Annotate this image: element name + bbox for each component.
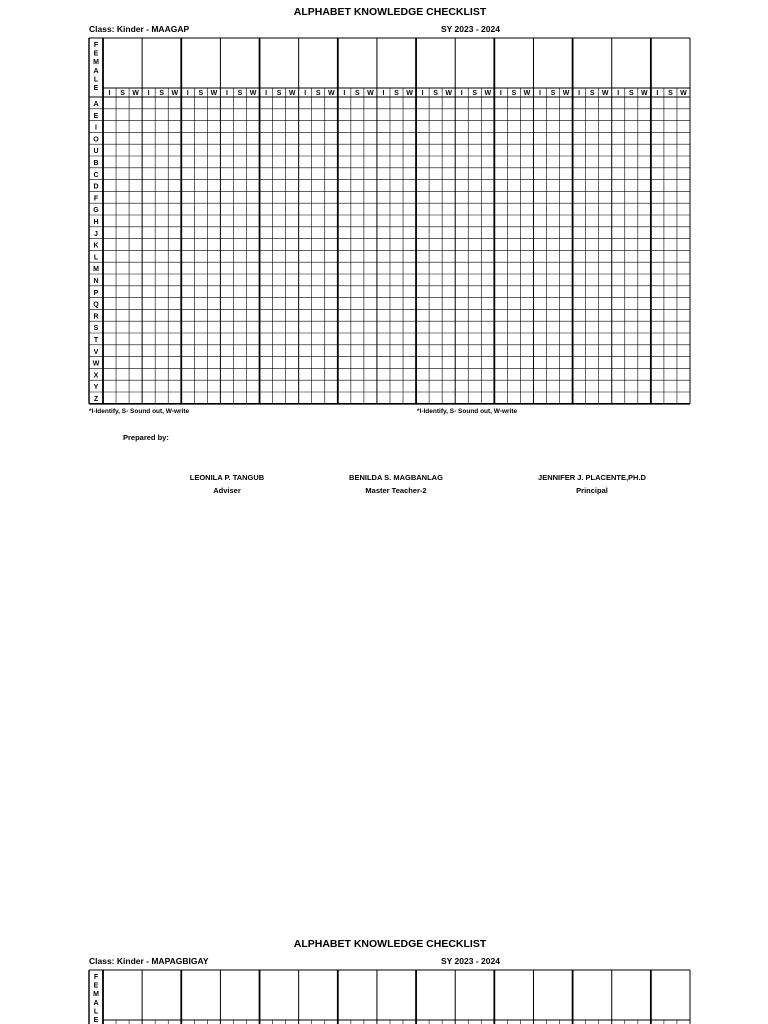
row-letter-label: U [93,148,99,156]
sub-header-label: S [550,90,556,98]
row-letter-label: E [93,112,99,120]
sub-header-label: W [210,90,218,98]
row-letter-label: K [93,242,99,250]
row-letter-label: S [93,325,99,333]
sheet1-legend-right: *I-Identify, S- Sound out, W-write [417,408,518,415]
row-letter-label: B [93,160,99,167]
row-letter-label: F [93,195,99,203]
row-letter-label: O [93,136,99,144]
signatory-principal-name: JENNIFER J. PLACENTE,PH.D [538,473,646,482]
sub-header-label: W [562,90,570,98]
sub-header-label: W [484,90,492,98]
sub-header-label: I [186,90,189,98]
row-letter-label: X [93,372,99,380]
sub-header-label: S [511,90,517,98]
sub-header-label: I [147,90,150,98]
sub-header-label: W [641,90,648,98]
sub-header-label: W [601,90,609,98]
signatory-principal-role: Principal [576,486,608,495]
row-letter-label: T [93,337,99,344]
row-letter-label: N [93,278,99,285]
row-letter-label: G [93,207,99,215]
row-letter-label: Q [93,301,99,309]
sub-header-label: W [445,90,452,98]
sheet1-legend-left: *I-Identify, S- Sound out, W-write [89,408,190,415]
gender-label-letter: A [93,67,99,75]
sub-header-label: I [108,90,111,98]
gender-label-letter: E [93,1017,99,1024]
row-letter-label: A [93,101,99,108]
sub-header-label: W [288,90,296,98]
sub-header-label: W [523,90,531,98]
sub-header-label: I [225,90,228,98]
sub-header-label: I [578,90,581,98]
sub-header-label: S [315,90,321,98]
row-letter-label: R [93,313,99,321]
row-letter-label: I [95,124,97,132]
sheet2-school-year: SY 2023 - 2024 [441,956,500,966]
sheet1-school-year: SY 2023 - 2024 [441,24,500,34]
gender-label-letter: E [93,982,99,990]
sub-header-label: I [265,90,268,98]
sub-header-label: I [343,90,346,98]
sub-header-label: W [327,90,335,98]
sheet1-title: ALPHABET KNOWLEDGE CHECKLIST [293,6,487,18]
row-letter-label: V [93,348,99,356]
prepared-by-label: Prepared by: [123,433,169,442]
signatory-adviser-name: LEONILA P. TANGUB [189,473,265,482]
sub-header-label: W [680,90,687,98]
gender-label-letter: F [93,42,99,49]
gender-label-letter: F [93,974,99,981]
sub-header-label: S [237,90,243,98]
sub-header-label: W [132,90,139,98]
sub-header-label: I [421,90,424,98]
sub-header-label: I [382,90,385,98]
signatory-master-teacher-role: Master Teacher-2 [365,486,427,495]
signatory-master-teacher-name: BENILDA S. MAGBANLAG [349,473,443,482]
gender-label-letter: A [93,999,99,1007]
row-letter-label: Y [93,384,99,392]
row-letter-label: L [93,254,99,262]
sub-header-label: S [628,90,634,98]
gender-label-letter: L [93,1008,99,1016]
sub-header-label: S [120,90,125,98]
sub-header-label: I [539,90,541,98]
sub-header-label: S [668,90,673,98]
sub-header-label: S [159,90,165,98]
sub-header-label: I [656,90,659,98]
sub-header-label: S [472,90,478,98]
gender-label-letter: M [93,991,99,999]
row-letter-label: W [92,360,100,368]
sub-header-label: W [367,90,374,98]
sub-header-label: S [394,90,399,98]
sub-header-label: I [460,90,463,98]
row-letter-label: D [93,183,99,191]
gender-label-letter: M [93,59,99,67]
signatory-adviser-role: Adviser [213,486,241,495]
sub-header-label: S [433,90,438,98]
gender-label-letter: L [93,76,99,84]
row-letter-label: C [93,171,99,179]
sub-header-label: W [406,90,413,98]
sub-header-label: S [198,90,204,98]
sub-header-label: I [617,90,620,98]
sheet2-title: ALPHABET KNOWLEDGE CHECKLIST [293,938,487,950]
sub-header-label: S [355,90,360,98]
row-letter-label: M [93,266,99,274]
sub-header-label: W [171,90,179,98]
row-letter-label: J [94,230,98,238]
sheet1-class-label: Class: Kinder - MAAGAP [89,24,190,34]
row-letter-label: P [93,289,99,297]
sub-header-label: S [276,90,282,98]
gender-label-letter: E [93,50,99,58]
sheet2-class-label: Class: Kinder - MAPAGBIGAY [89,956,209,966]
sub-header-label: S [589,90,595,98]
row-letter-label: H [93,219,99,226]
sub-header-label: I [304,90,307,98]
sub-header-label: I [499,90,502,98]
sub-header-label: W [249,90,257,98]
gender-label-letter: E [93,85,99,92]
row-letter-label: Z [93,396,99,403]
